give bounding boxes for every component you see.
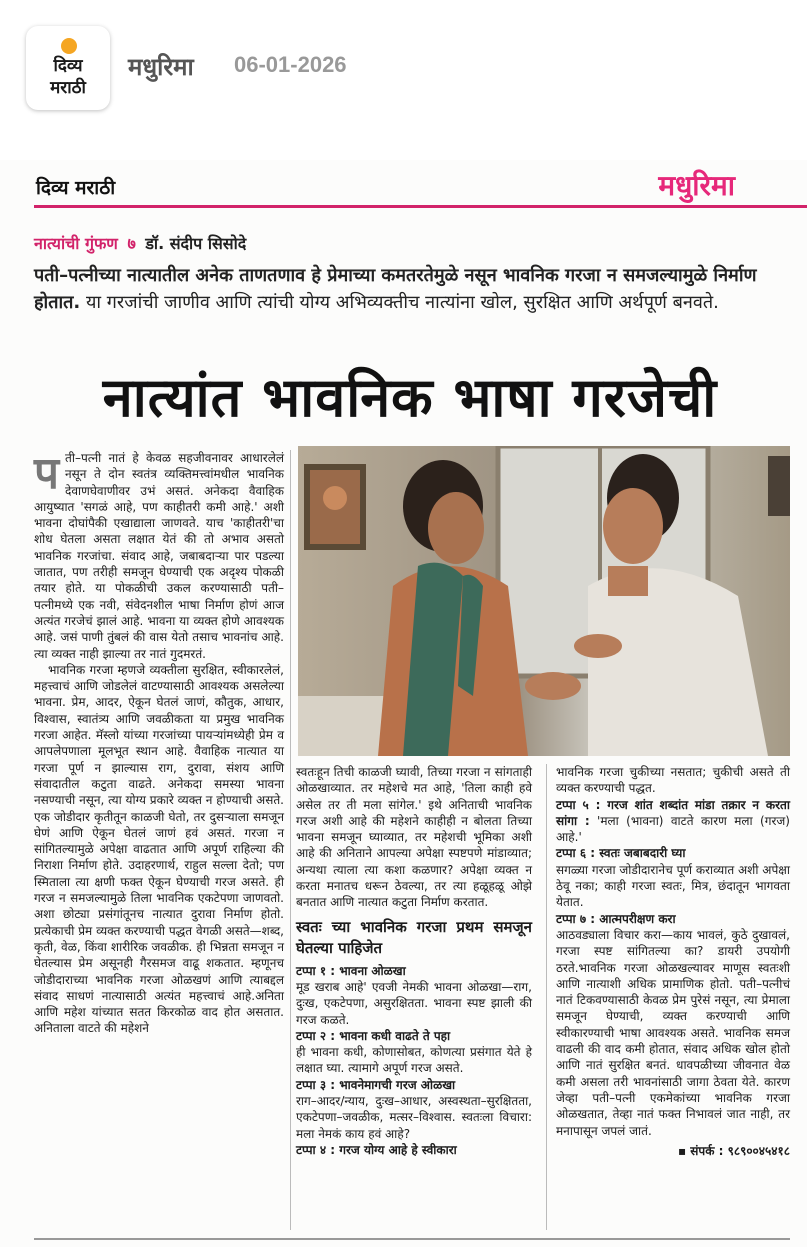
- article-photo: [298, 446, 790, 756]
- step-7-text: आठवड्याला विचार करा—काय भावलं, कुठे दुखावलं, गरजा स्पष्ट सांगितल्या का? डायरी उपयोगी ठरते.भावनिक गरजा ओळखल्यावर माणूस स्वतःशी आणि नात्याशी अधिक प्रामाणिक होतो. पती–पत्नीचं नातं टिकवण्यासाठी केवळ प्रेम पुरेसं नसून, त्या प्रेमाला समजून घेण्याची, व्यक्त करण्याची आणि स्वीकारण्याची भाषा आवश्यक असते. भावनिक समज वाढली की वाद कमी होतात, संवाद अधिक खोल होतो आणि नातं सुरक्षित बनतं. धावपळीच्या जीवनात वेळ कमी असला तरी भावनांसाठी जागा ठेवता येते. कारण जेव्हा पती–पत्नी एकमेकांच्या भावनिक गरजा ओळखतात, तेव्हा नातं फक्त निभावलं जात नाही, तर मनापासून जपलं जातं.: [556, 927, 790, 1138]
- masthead-left: दिव्य मराठी: [36, 177, 116, 199]
- col1-para-1: [34, 450, 284, 662]
- step-3-text: राग–आदर/न्याय, दुःख–आधार, अस्वस्थता–सुरक्षितता, एकटेपणा–जवळीक, मत्सर–विश्वास. स्वतःला विचारा: मला नेमकं काय हवं आहे?: [296, 1094, 532, 1141]
- app-title: मधुरिमा: [128, 53, 194, 81]
- step-6-heading: टप्पा ६ : स्वतः जबाबदारी घ्या: [556, 846, 686, 861]
- app-header: [0, 0, 807, 120]
- step-6-text: सगळ्या गरजा जोडीदारानेच पूर्ण कराव्यात अशी अपेक्षा ठेवू नका; काही गरजा स्वतः, मित्र, छंदातून भागवता येतात.: [556, 862, 790, 910]
- col2-subheading: स्वतः च्या भावनिक गरजा प्रथम समजून घेतल्या पाहिजेत: [296, 917, 532, 957]
- col1-para-1-text: ती–पत्नी नातं हे केवळ सहजीवनावर आधारलेलं नसून ते दोन स्वतंत्र व्यक्तिमत्त्वांमधील भावनिक देवाणघेवाणीवर उभं असतं. अनेकदा वैवाहिक आयुष्यात 'सगळं आहे, पण काहीतरी कमी आहे.' अशी भावना दोघांपैकी एखाद्याला जाणवते. याच 'काहीतरी'चा शोध घेतला असता लक्षात येतं की तो अभाव असतो भावनिक गरजांचा. संवाद आहे, जबाबदाऱ्या पार पडल्या जातात, पण तरीही समजून घेण्याची एक अदृश्य पोकळी तयार होते. या पोकळीची उकल करण्यासाठी पती–पत्नीमध्ये एक नवी, संवेदनशील भाषा निर्माण होणं आज अत्यंत गरजेचं झालं आहे. भावना या व्यक्त होणे आवश्यक आहे. जसं पाणी तुंबलं की वास येतो तसाच भावनांच आहे. त्या व्यक्त नाही झाल्या तर नातं गुदमरतं.: [34, 451, 284, 661]
- column-divider-1: [290, 450, 291, 1230]
- logo-line-2: मराठी: [50, 78, 86, 98]
- step-1-heading: टप्पा १ : भावना ओळखा: [296, 963, 406, 978]
- masthead-right: मधुरिमा: [658, 169, 735, 202]
- step-1-text: मूड खराब आहे' एवजी नेमकी भावना ओळखा—राग, दुःख, एकटेपणा, असुरक्षितता. भावना स्पष्ट झाली की गरज कळते.: [296, 979, 532, 1027]
- byline-separator: ७: [127, 234, 136, 253]
- article-headline: नात्यांत भावनिक भाषा गरजेची: [102, 366, 718, 429]
- lede-rest: या गरजांची जाणीव आणि त्यांची योग्य अभिव्यक्तीच नात्यांना खोल, सुरक्षित आणि अर्थपूर्ण बनवते.: [80, 292, 719, 313]
- col2-para-1: स्वतःहून तिची काळजी घ्यावी, तिच्या गरजा न सांगताही ओळखाव्यात. तर महेशचे मत आहे, 'तिला काही हवे असेल तर ती मला सांगेल.' इथे अनिताची भावनिक गरज अशी आहे की महेशने काहीही न बोलता तिच्या भावना समजून घ्याव्यात, तर महेशची भूमिका अशी आहे की अनिताने आपल्या अपेक्षा स्पष्टपणे मांडाव्यात; अन्यथा त्याला त्या कशा कळणार? अपेक्षा व्यक्त न करता मनातच धरून ठेवल्या, तर त्या हळूहळू ओझे बनतात आणि नात्यात कटुता निर्माण करतात.: [296, 765, 532, 910]
- article-lede: [34, 262, 786, 316]
- step-5-text: 'मला (भावना) वाटते कारण मला (गरज) आहे.': [556, 813, 790, 845]
- drop-cap: प: [34, 448, 59, 499]
- step-2-heading: टप्पा २ : भावना कधी वाढते ते पहा: [296, 1028, 451, 1043]
- couple-photo-illustration: [298, 446, 790, 756]
- article-column-2: [296, 764, 532, 1158]
- page-bottom-rule: [34, 1238, 790, 1240]
- step-5-block: [556, 797, 790, 846]
- col1-para-2: भावनिक गरजा म्हणजे व्यक्तीला सुरक्षित, स्वीकारलेलं, महत्त्वाचं आणि जोडलेलं वाटण्यासाठी आवश्यक असलेल्या भावना. प्रेम, आदर, ऐकून घेतलं जाणं, कौतुक, आधार, विश्वास, स्वातंत्र्य आणि जवळीकता या प्रमुख भावनिक गरजा आहेत. मॅस्लो यांच्या गरजांच्या पायऱ्यांमध्येही प्रेम व आपलेपणाला मूलभूत स्थान आहे. वैवाहिक नात्यात या गरजा पूर्ण न झाल्यास राग, दुरावा, संशय आणि संवादातील कटुता वाढते. अनेकदा समस्या भावना नसण्याची नसून, त्या योग्य प्रकारे व्यक्त न होण्याची असते. एक जोडीदार कृतीतून काळजी घेतो, तर दुसऱ्याला समजून घेणं आणि ऐकून घेतलं जाणं हवं असतं. गरजा न सांगितल्यामुळे अपेक्षा वाढतात आणि अपूर्ण राहिल्या की निराशा निर्माण होते. उदाहरणार्थ, राहुल सल्ला देतो; पण स्मिताला त्या क्षणी फक्त ऐकून घेण्याची गरज असते. ही गरज न समजल्यामुळे तिला भावनिक एकटेपणा जाणवतो. अशा छोट्या प्रसंगांतूनच नात्यात दुरावा निर्माण होतो. प्रत्येकाची प्रेम व्यक्त करण्याची पद्धत वेगळी असते—शब्द, कृती, वेळ, किंवा शारीरिक जवळीक. ही भिन्नता समजून न घेतल्यास प्रेम असूनही गैरसमज वाढू शकतात. म्हणूनच जोडीदाराच्या भावनिक गरजा ओळखणं आणि त्याबद्दल संवाद साधणं नात्यासाठी अत्यंत महत्त्वाचं आहे.अनिता आणि महेश यांच्यात सतत किरकोळ वाद होत असतात. अनिताला वाटते की महेशने: [34, 662, 284, 1036]
- column-series: नात्यांची गुंफण: [34, 234, 118, 253]
- contact-number: ▪ संपर्क : ९८९००४५४१८: [677, 1143, 790, 1158]
- step-2-text: ही भावना कधी, कोणासोबत, कोणत्या प्रसंगात येते हे लक्षात घ्या. त्यामागे अपूर्ण गरज असते.: [296, 1045, 532, 1076]
- app-logo[interactable]: [26, 26, 110, 110]
- article-column-3: [556, 764, 790, 1159]
- lede-bold: पती–पत्नीच्या नात्यातील अनेक ताणतणाव हे प्रेमाच्या कमतरतेमुळे नसून भावनिक गरजा न समजल्यामुळे निर्माण होतात.: [34, 265, 757, 313]
- masthead-rule: [34, 205, 807, 208]
- col3-para-1: भावनिक गरजा चुकीच्या नसतात; चुकीची असते ती व्यक्त करण्याची पद्धत.: [556, 765, 790, 796]
- step-3-heading: टप्पा ३ : भावनेमागची गरज ओळखा: [296, 1077, 456, 1092]
- sun-icon: [61, 38, 77, 54]
- article-column-1: [34, 450, 284, 1037]
- edition-date: 06-01-2026: [234, 52, 347, 77]
- step-5-heading: टप्पा ५ : गरज शांत शब्दांत मांडा तक्रार न करता सांगा :: [556, 797, 790, 828]
- logo-line-1: दिव्य: [53, 56, 83, 76]
- column-divider-2: [546, 764, 547, 1230]
- step-7-heading: टप्पा ७ : आत्मपरीक्षण करा: [556, 911, 676, 926]
- author-name: डॉ. संदीप सिसोदे: [145, 234, 247, 253]
- column-byline: [34, 232, 246, 254]
- step-4-heading: टप्पा ४ : गरज योग्य आहे हे स्वीकारा: [296, 1142, 457, 1157]
